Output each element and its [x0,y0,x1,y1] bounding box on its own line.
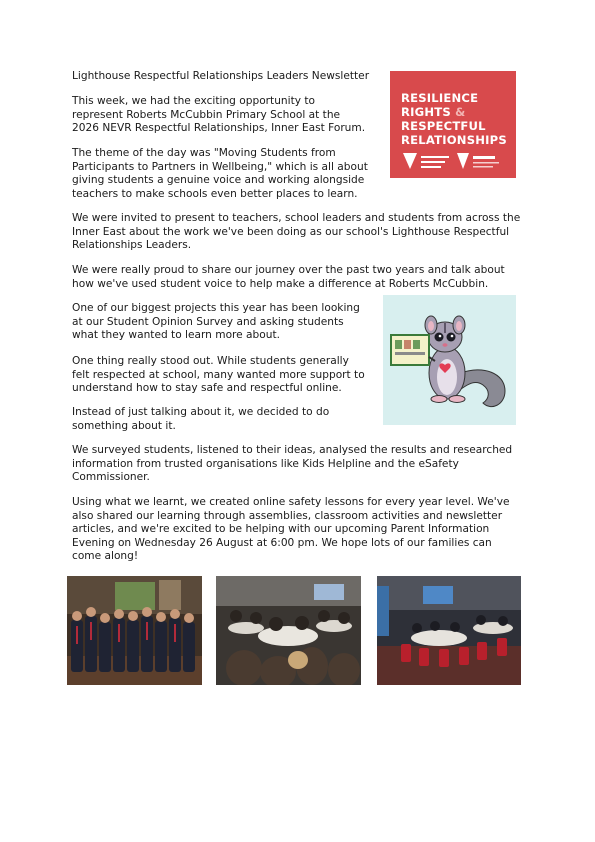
paragraph-action: Instead of just talking about it, we decided to do something about it. [72,406,330,432]
education-state-emblem-icon [401,151,505,173]
newsletter-title: Lighthouse Respectful Relationships Leaders Newsletter [72,70,370,82]
logo-line-2: RIGHTS & [401,105,466,119]
paragraph-intro: This week, we had the exciting opportunity to represent Roberts McCubbin Primary School at the 2026 NEVR Respectful Relationships, Inner East Forum. [72,95,366,135]
paragraph-invited: We were invited to present to teachers, school leaders and students from across the Inner East about the work we've been doing as our school's Lighthouse Respectful Relationships Leaders. [72,212,521,252]
logo-line-1: RESILIENCE [401,91,479,105]
forum-audience-photo [216,576,361,685]
students-group-photo [67,576,202,685]
paragraph-stood-out: One thing really stood out. While students generally felt respected at school, many wanted more support to understand how to stay safe and respectful online. [72,355,365,395]
sugar-glider-mascot-icon [383,295,516,425]
paragraph-journey: We were really proud to share our journey over the past two years and talk about how we've used student voice to help make a difference at Roberts McCubbin. [72,264,505,290]
logo-line-3: RESPECTFUL [401,119,486,133]
conference-room-photo [377,576,521,685]
paragraph-surveyed: We surveyed students, listened to their ideas, analysed the results and researched information from trusted organisations like Kids Helpline and the eSafety Commissioner. [72,444,513,484]
paragraph-projects: One of our biggest projects this year has been looking at our Student Opinion Survey and asking students what they wanted to learn more about. [72,302,360,342]
paragraph-lessons: Using what we learnt, we created online safety lessons for every year level. We've also shared our learning through assemblies, classroom activities and newsletter articles, and we're excited to be helping with our upcoming Parent Information Evening on Wednesday 26 August at 6:00 pm. We hope lots of our families can come along! [72,496,510,563]
logo-line-4: RELATIONSHIPS [401,133,507,147]
paragraph-theme: The theme of the day was "Moving Students from Participants to Partners in Wellbeing," which is all about giving students a genuine voice and working alongside teachers to make schools even better places to learn. [72,147,368,200]
resilience-rights-logo [390,71,516,178]
